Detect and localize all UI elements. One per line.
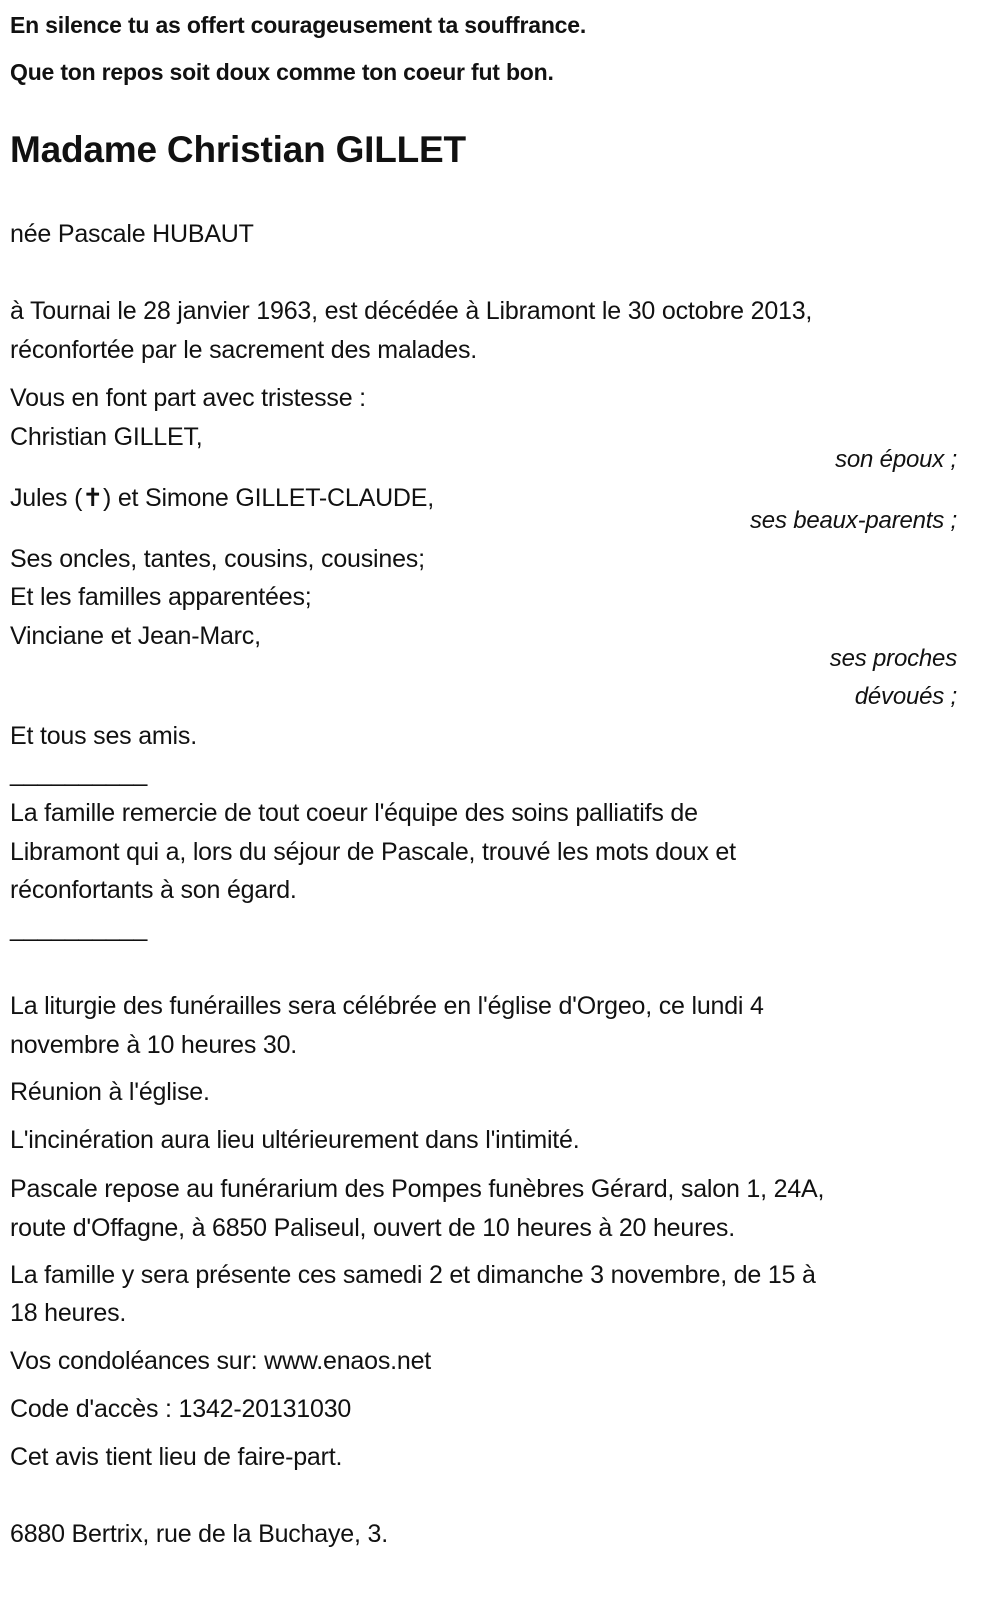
condolences: Vos condoléances sur: www.enaos.net bbox=[10, 1347, 432, 1375]
spouse: Christian GILLET, bbox=[10, 423, 203, 451]
spouse-relation: son époux ; bbox=[835, 446, 957, 473]
close-relation: dévoués ; bbox=[854, 683, 957, 710]
families: Et les familles apparentées; bbox=[10, 583, 312, 611]
separator: __________ bbox=[10, 914, 148, 942]
maiden-name: née Pascale HUBAUT bbox=[10, 220, 254, 248]
uncles: Ses oncles, tantes, cousins, cousines; bbox=[10, 545, 425, 573]
page-title: Madame Christian GILLET bbox=[10, 129, 466, 170]
meeting: Réunion à l'église. bbox=[10, 1078, 210, 1106]
cremation: L'incinération aura lieu ultérieurement dans l'intimité. bbox=[10, 1126, 580, 1154]
close-relation: ses proches bbox=[829, 645, 957, 672]
presence-line: La famille y sera présente ces samedi 2 et dimanche 3 novembre, de 15 à bbox=[10, 1261, 816, 1289]
access-code: Code d'accès : 1342-20131030 bbox=[10, 1395, 352, 1423]
birth-death-line: à Tournai le 28 janvier 1963, est décédée à Libramont le 30 octobre 2013, bbox=[10, 297, 813, 325]
separator: __________ bbox=[10, 759, 148, 787]
liturgy-line: La liturgie des funérailles sera célébrée en l'église d'Orgeo, ce lundi 4 bbox=[10, 992, 764, 1020]
liturgy-line: novembre à 10 heures 30. bbox=[10, 1031, 298, 1059]
epigraph-line: Que ton repos soit doux comme ton coeur fut bon. bbox=[10, 59, 554, 85]
rest-line: Pascale repose au funérarium des Pompes funèbres Gérard, salon 1, 24A, bbox=[10, 1175, 825, 1203]
epigraph-line: En silence tu as offert courageusement ta souffrance. bbox=[10, 12, 587, 38]
thanks-line: réconfortants à son égard. bbox=[10, 876, 297, 904]
parents-in-law-relation: ses beaux-parents ; bbox=[750, 507, 957, 534]
address: 6880 Bertrix, rue de la Buchaye, 3. bbox=[10, 1520, 388, 1548]
presence-line: 18 heures. bbox=[10, 1299, 127, 1327]
friends: Et tous ses amis. bbox=[10, 722, 197, 750]
notice: Cet avis tient lieu de faire-part. bbox=[10, 1443, 343, 1471]
close-friends: Vinciane et Jean-Marc, bbox=[10, 622, 261, 650]
thanks-line: La famille remercie de tout coeur l'équipe des soins palliatifs de bbox=[10, 799, 698, 827]
intro: Vous en font part avec tristesse : bbox=[10, 384, 366, 412]
birth-death-line: réconfortée par le sacrement des malades. bbox=[10, 336, 478, 364]
rest-line: route d'Offagne, à 6850 Paliseul, ouvert de 10 heures à 20 heures. bbox=[10, 1214, 735, 1242]
parents-in-law: Jules (✝) et Simone GILLET-CLAUDE, bbox=[10, 484, 435, 512]
thanks-line: Libramont qui a, lors du séjour de Pascale, trouvé les mots doux et bbox=[10, 838, 736, 866]
